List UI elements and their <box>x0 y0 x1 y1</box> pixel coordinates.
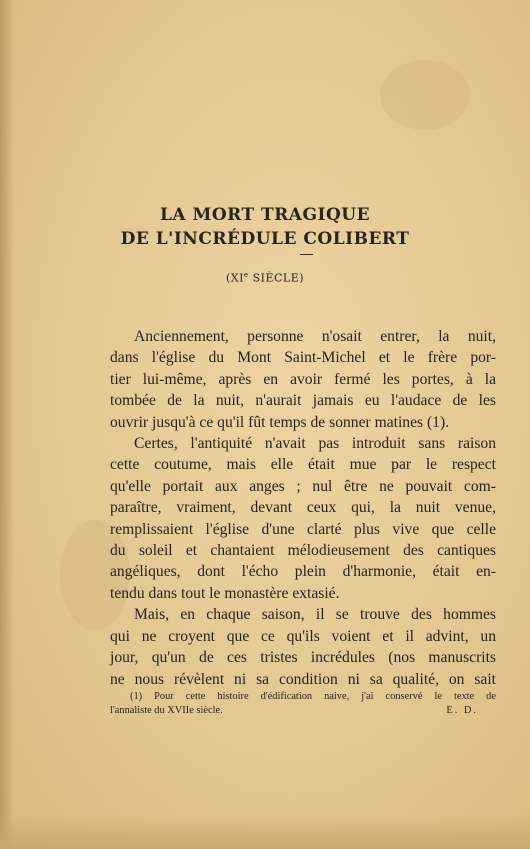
text-line: remplissaient l'église d'une clarté plus vive que celle <box>110 520 496 538</box>
subtitle-superscript: e <box>243 271 249 279</box>
paper-stain <box>380 60 470 130</box>
text-line: angéliques, dont l'écho plein d'harmonie, était en- <box>110 563 496 581</box>
paragraph <box>110 326 496 433</box>
paragraph <box>110 604 496 690</box>
text-line: tier lui-même, après en avoir fermé les portes, à la <box>110 370 496 388</box>
footnote-line-2: l'annaliste du XVIIe siècle. <box>110 705 223 716</box>
text-line: qu'elle portait aux anges ; nul être ne pouvait com- <box>110 477 496 495</box>
chapter-title-line-2: DE L'INCRÉDULE COLIBERT <box>120 229 410 249</box>
text-line: du soleil et chantaient mélodieusement des cantiques <box>110 542 496 560</box>
text-line: Certes, l'antiquité n'avait pas introduit sans raison <box>134 435 496 453</box>
subtitle-prefix: (XI <box>225 271 244 285</box>
text-line: ne nous révèlent ni sa condition ni sa qualité, on sait <box>110 670 496 688</box>
century-subtitle <box>0 271 530 285</box>
text-line: paraître, vraiment, devant ceux qui, la nuit venue, <box>110 499 496 517</box>
subtitle-suffix: SIÈCLE) <box>248 271 305 285</box>
paragraph <box>110 433 496 604</box>
title-divider <box>300 254 313 255</box>
footnote-line-1: (1) Pour cette histoire d'édification naive, j'ai conservé le texte de <box>130 691 496 702</box>
text-line: jour, qu'un de ces tristes incrédules (nos manuscrits <box>110 649 496 667</box>
text-line: Anciennement, personne n'osait entrer, la nuit, <box>134 328 496 345</box>
text-line: qui ne croyent que ce qu'ils voient et il advint, un <box>110 627 496 645</box>
footnote-signature: E. D. <box>446 705 478 716</box>
text-line: ouvrir jusqu'à ce qu'il fût temps de sonner matines (1). <box>110 413 450 431</box>
text-line: Mais, en chaque saison, il se trouve des hommes <box>134 606 496 624</box>
text-line: cette coutume, mais elle était mue par le respect <box>110 456 496 474</box>
footnote-line-2-row <box>110 704 496 718</box>
chapter-title-line-1: LA MORT TRAGIQUE <box>159 205 371 225</box>
text-line: dans l'église du Mont Saint-Michel et le frère por- <box>110 349 496 367</box>
footnote <box>110 690 496 718</box>
page-bottom-shadow <box>0 815 530 849</box>
body-text <box>110 326 496 690</box>
text-line: tendu dans tout le monastère extasié. <box>110 584 340 602</box>
text-line: tombée de la nuit, n'aurait jamais eu l'audace de les <box>110 392 496 410</box>
page-edge-shadow <box>0 0 14 849</box>
